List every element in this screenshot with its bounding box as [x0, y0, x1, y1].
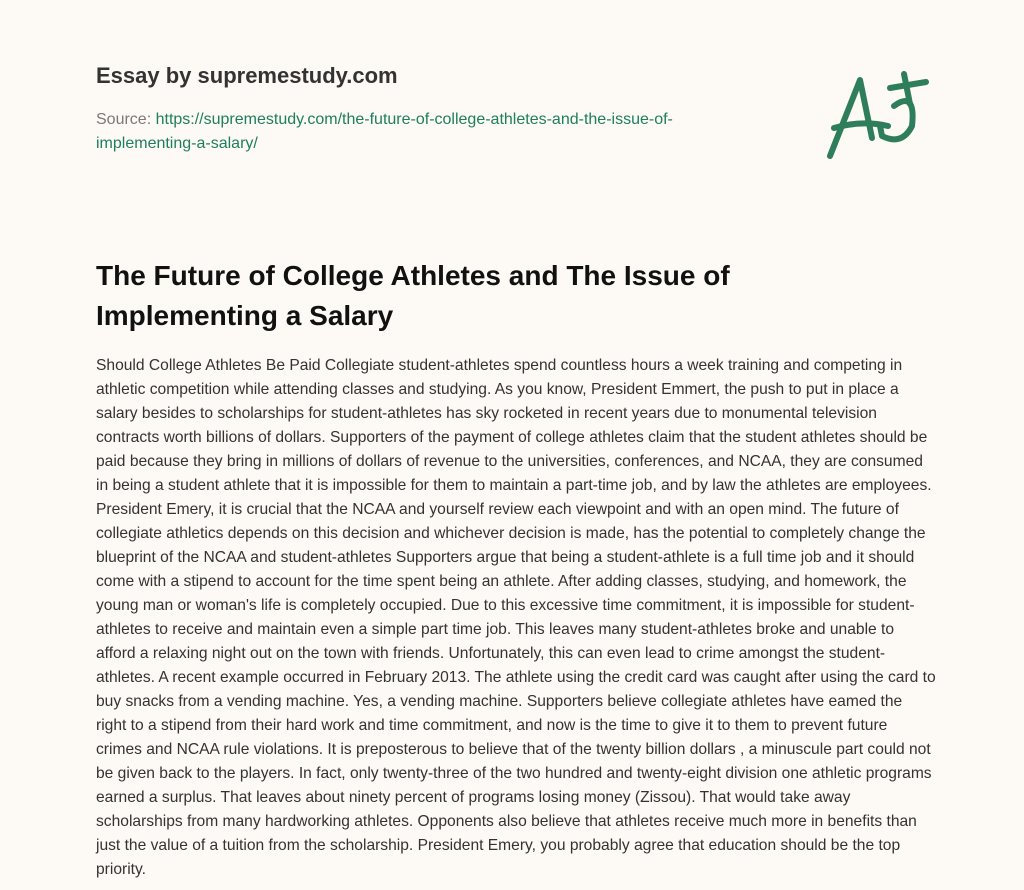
source-link[interactable]: https://supremestudy.com/the-future-of-college-athletes-and-the-issue-of- implementing-a-salary/ — [96, 111, 673, 152]
source-label: Source: — [96, 111, 156, 128]
source-line — [96, 108, 716, 156]
page-header — [96, 62, 716, 156]
article-title: The Future of College Athletes and The Issue of Implementing a Salary — [96, 260, 730, 331]
site-title: Essay by supremestudy.com — [96, 63, 398, 88]
a-plus-grade-icon — [822, 66, 930, 166]
article-body: Should College Athletes Be Paid Collegiate student-athletes spend countless hours a week training and competing in athletic competition while attending classes and studying. As you know, President Emmert, the push to put in place a salary besides to scholarships for student-athletes has sky rocketed in recent years due to monumental television contracts worth billions of dollars. Supporters of the payment of college athletes claim that the student athletes should be paid because they bring in millions of dollars of revenue to the universities, conferences, and NCAA, they are consumed in being a student athlete that it is impossible for them to maintain a part-time job, and by law the athletes are employees. President Emery, it is crucial that the NCAA and yourself review each viewpoint and with an open mind. The future of collegiate athletics depends on this decision and whichever decision is made, has the potential to completely change the blueprint of the NCAA and student-athletes Supporters argue that being a student-athlete is a full time job and it should come with a stipend to account for the time spent being an athlete. After adding classes, studying, and homework, the young man or woman's life is completely occupied. Due to this excessive time commitment, it is impossible for student-athletes to receive and maintain even a simple part time job. This leaves many student-athletes broke and unable to afford a relaxing night out on the town with friends. Unfortunately, this can even lead to crime amongst the student-athletes. A recent example occurred in February 2013. The athlete using the credit card was caught after using the card to buy snacks from a vending machine. Yes, a vending machine. Supporters believe collegiate athletes have eamed the right to a stipend from their hard work and time commitment, and now is the time to give it to them to prevent future crimes and NCAA rule violations. It is preposterous to believe that of the twenty billion dollars , a minuscule part could not be given back to the players. In fact, only twenty-three of the two hundred and twenty-eight division one athletic programs earned a surplus. That leaves about ninety percent of programs losing money (Zissou). That would take away scholarships from many hardworking athletes. Opponents also believe that athletes receive much more in benefits than just the value of a tuition from the scholarship. President Emery, you probably agree that education should be the top priority. — [96, 357, 936, 878]
